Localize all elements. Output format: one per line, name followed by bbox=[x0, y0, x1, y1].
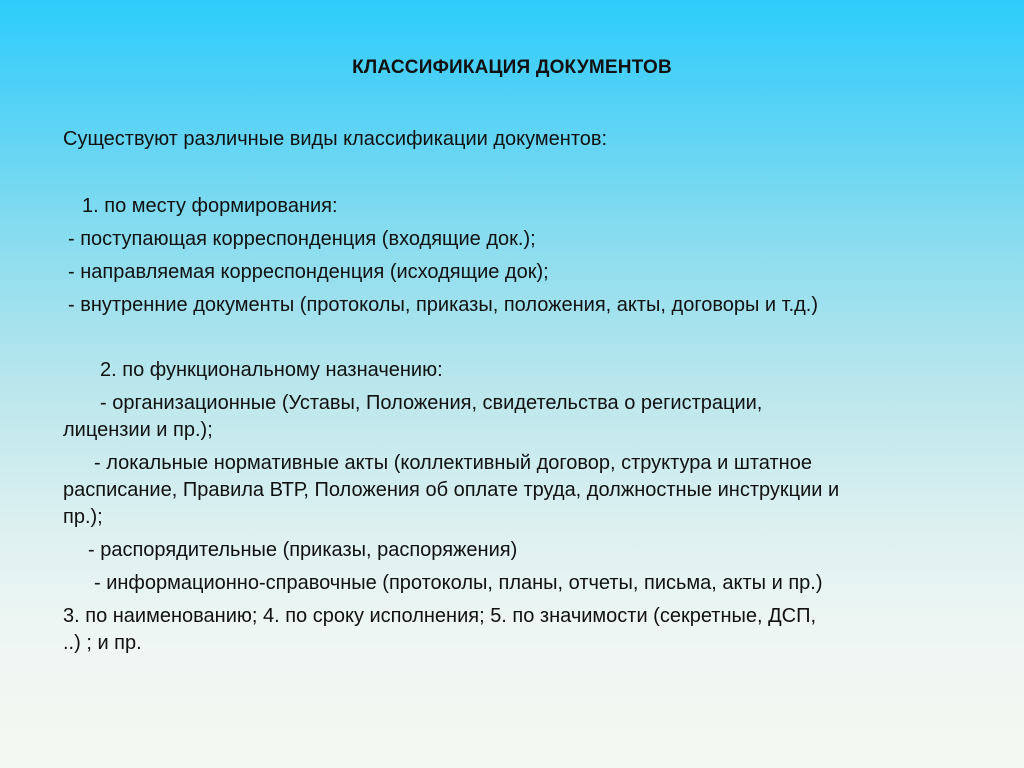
slide-title: КЛАССИФИКАЦИЯ ДОКУМЕНТОВ bbox=[352, 57, 672, 78]
section2-item1-line2: лицензии и пр.); bbox=[63, 419, 213, 441]
section1-heading: 1. по месту формирования: bbox=[82, 195, 338, 217]
footer-line2: ..) ; и пр. bbox=[63, 632, 142, 654]
section2-item2-line2: расписание, Правила ВТР, Положения об оплате труда, должностные инструкции и bbox=[63, 479, 840, 501]
section2-item1-line1: - организационные (Уставы, Положения, свидетельства о регистрации, bbox=[100, 392, 763, 414]
section1-item-internal: - внутренние документы (протоколы, приказы, положения, акты, договоры и т.д.) bbox=[68, 294, 819, 316]
section1-item-outgoing: - направляемая корреспонденция (исходящие док); bbox=[68, 261, 549, 283]
section2-heading: 2. по функциональному назначению: bbox=[100, 359, 443, 381]
section2-item2-line1: - локальные нормативные акты (коллективный договор, структура и штатное bbox=[94, 452, 812, 474]
section1-item-incoming: - поступающая корреспонденция (входящие док.); bbox=[68, 228, 536, 250]
section2-item4: - информационно-справочные (протоколы, планы, отчеты, письма, акты и пр.) bbox=[94, 572, 823, 594]
intro-text: Существуют различные виды классификации документов: bbox=[63, 128, 608, 150]
section2-item3: - распорядительные (приказы, распоряжения) bbox=[88, 539, 518, 561]
footer-line1: 3. по наименованию; 4. по сроку исполнения; 5. по значимости (секретные, ДСП, bbox=[63, 605, 817, 627]
section2-item2-line3: пр.); bbox=[63, 506, 103, 528]
